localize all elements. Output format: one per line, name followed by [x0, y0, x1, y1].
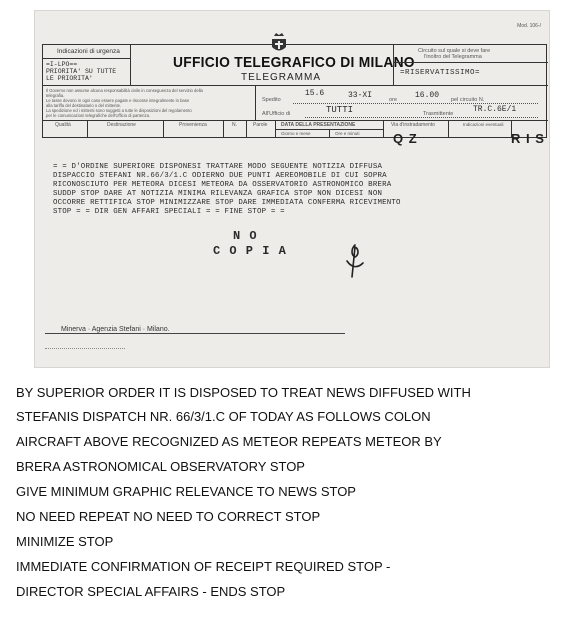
spedito-value: 15.6	[305, 89, 325, 98]
translation-line: AIRCRAFT ABOVE RECOGNIZED AS METEOR REPEATS METEOR BY	[16, 434, 442, 449]
printer-line: Minerva · Agenzia Stefani · Milano.	[61, 326, 170, 333]
ore-value: 33-XI	[348, 91, 373, 100]
office-of-value: TUTTI	[326, 105, 354, 115]
stamp-no: N O	[233, 229, 258, 243]
column-quality: Qualità	[55, 122, 71, 128]
spedito-label: Spedito	[262, 97, 281, 103]
transmitter-label: Trasmittente	[423, 111, 454, 117]
column-hours-minutes: Ore e minuti	[335, 131, 360, 136]
classification-mark: =RISERVATISSIMO=	[400, 69, 481, 77]
translation-line: BRERA ASTRONOMICAL OBSERVATORY STOP	[16, 459, 305, 474]
circuit-label-2: l'inoltro del Telegramma	[424, 54, 482, 60]
transmitter-value: TR.C.6E/1	[473, 105, 517, 114]
column-indications: Indicazioni eventuali	[463, 122, 504, 127]
urgency-value-1: =I-LPO==	[46, 61, 78, 68]
column-number: N.	[232, 122, 237, 128]
message-line: OCCORRE RETTIFICA STOP MINIMIZZARE STOP DARE IMMEDIATA CONFERMA RICEVIMENTO	[53, 199, 401, 207]
column-presentation-date: DATA DELLA PRESENTAZIONE	[281, 122, 356, 128]
telegram-form-header	[42, 44, 547, 138]
translation-line: DIRECTOR SPECIAL AFFAIRS - ENDS STOP	[16, 584, 286, 599]
translation-line: BY SUPERIOR ORDER IT IS DISPOSED TO TREAT NEWS DIFFUSED WITH	[16, 385, 471, 400]
office-title: UFFICIO TELEGRAFICO DI MILANO	[173, 54, 415, 71]
stamp-copia: C O P I A	[213, 244, 287, 258]
circuit-label-1: Circuito sul quale si deve fare	[418, 48, 491, 54]
urgency-label: Indicazioni di urgenza	[57, 48, 120, 55]
notice-line: La spedizione ed i mittenti sono soggetti a tutte le disposizioni del regolamento	[46, 108, 192, 113]
office-of-label: All'Ufficio di	[262, 111, 291, 117]
legal-notice	[46, 88, 251, 118]
handwritten-initial-icon	[337, 241, 367, 281]
circuit-number-label: pel circuito N.	[451, 97, 485, 103]
coat-of-arms-icon	[268, 31, 290, 55]
notice-line: Le tasse devono in ogni caso essere pagate e riscosse integralmente in base	[46, 98, 190, 103]
message-line: = = D'ORDINE SUPERIORE DISPONESI TRATTARE MODO SEGUENTE NOTIZIA DIFFUSA	[53, 163, 383, 171]
translation-line: GIVE MINIMUM GRAPHIC RELEVANCE TO NEWS STOP	[16, 484, 356, 499]
telegram-scan	[34, 10, 550, 368]
column-routing: Via d'instradamento	[391, 122, 435, 128]
translation-line: MINIMIZE STOP	[16, 534, 114, 549]
message-line: STOP = = DIR GEN AFFARI SPECIALI = = FINE STOP = =	[53, 208, 285, 216]
document-type: TELEGRAMMA	[241, 72, 322, 83]
notice-line: per le comunicazioni telegrafiche dell'Ufficio di partenza.	[46, 113, 151, 118]
notice-line: Il Governo non assume alcuna responsabilità civile in conseguenza del servizio della	[46, 88, 203, 93]
translation-line: STEFANIS DISPATCH NR. 66/3/1.C OF TODAY AS FOLLOWS COLON	[16, 409, 431, 424]
urgency-value-2: PRIORITA' SU TUTTE	[46, 68, 117, 75]
column-origin: Provenienza	[179, 122, 207, 128]
operator-mark: Q Z	[393, 131, 418, 146]
translation-line: IMMEDIATE CONFIRMATION OF RECEIPT REQUIRED STOP -	[16, 559, 391, 574]
urgency-value-3: LE PRIORITA'	[46, 75, 93, 82]
column-day-month: Giorno e mese	[281, 131, 311, 136]
notice-line: telegrafia.	[46, 93, 65, 98]
message-line: SUDDP STOP DARE AT NOTIZIA MINIMA RILEVANZA GRAFICA STOP NON DICESI NON	[53, 190, 383, 198]
ris-mark: R I S	[511, 131, 545, 146]
column-words: Parole	[253, 122, 268, 128]
message-line: DISPACCIO STEFANI NR.66/3/1.C ODIERNO DUE PUNTI AEREOMOBILE DI CUI SOPRA	[53, 172, 387, 180]
message-line: RICONOSCIUTO PER METEORA DICESI METEORA DA OSSERVATORIO ASTRONOMICO BRERA	[53, 181, 392, 189]
model-number: Mod. 106-/	[517, 23, 541, 29]
column-destination: Destinazione	[107, 122, 136, 128]
notice-line: alla tariffa del destinatario o del mittente.	[46, 103, 122, 108]
urgency-box	[43, 45, 131, 85]
time-value: 16.00	[415, 91, 440, 100]
circuit-box	[393, 45, 547, 85]
ore-label: ore	[389, 97, 397, 103]
translation-line: NO NEED REPEAT NO NEED TO CORRECT STOP	[16, 509, 321, 524]
